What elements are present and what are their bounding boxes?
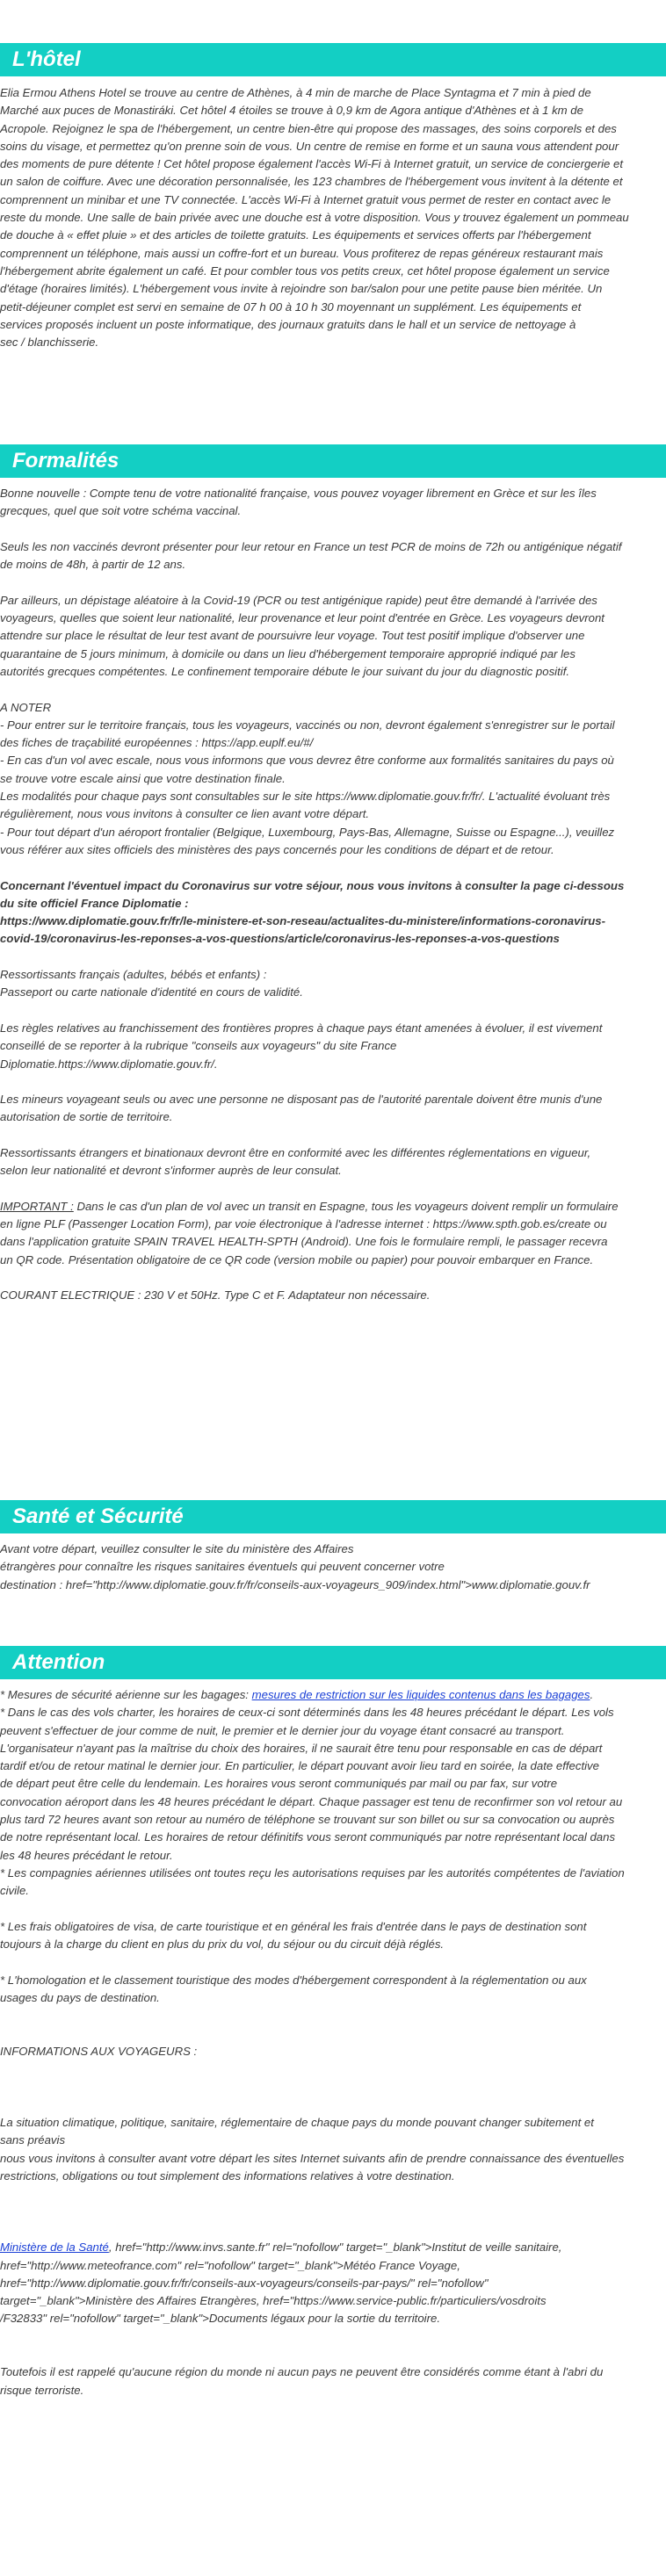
section-title-attention: Attention <box>12 1650 105 1674</box>
section-header-hotel <box>0 43 666 76</box>
formalites-line: selon leur nationalité et devront s'informer auprès de leur consulat. <box>0 1164 342 1178</box>
section-header-formalites <box>0 444 666 478</box>
formalites-line: voyageurs, quelles que soient leur nationalité, leur provenance et leur point d'entrée en Grèce. Les voyageurs devront <box>0 611 604 625</box>
mesures-suffix: . <box>590 1688 594 1701</box>
coronavirus-notice: du site officiel France Diplomatie : <box>0 896 189 910</box>
hotel-line: comprennent un minibar et une TV connectée. L'accès Wi-Fi à Internet gratuit vous permet de rester en contact avec le <box>0 192 612 206</box>
attention-line: * Les compagnies aériennes utilisées ont toutes reçu les autorisations requises par les autorités compétentes de l'aviation <box>0 1865 625 1880</box>
formalites-line: Diplomatie.https://www.diplomatie.gouv.fr/. <box>0 1057 218 1071</box>
formalites-line: - Pour tout départ d'un aéroport frontalier (Belgique, Luxembourg, Pays-Bas, Allemagne, Suisse ou Espagne...), veuillez <box>0 825 615 839</box>
formalites-line: - Pour entrer sur le territoire français, tous les voyageurs, vaccinés ou non, devront également s'enregistrer sur le portail <box>0 718 615 732</box>
hotel-description <box>0 84 663 351</box>
attention-line: civile. <box>0 1884 29 1898</box>
formalites-line: autorisation de sortie de territoire. <box>0 1110 173 1124</box>
attention-line: de départ peut être celle du lendemain. Les horaires vous seront communiqués par mail ou par fax, sur votre <box>0 1777 558 1791</box>
sante-line: étrangères pour connaître les risques sanitaires éventuels qui peuvent concerner votre <box>0 1560 445 1574</box>
formalites-line: régulièrement, nous vous invitons à consulter ce lien avant votre départ. <box>0 807 370 821</box>
hotel-line: soins du visage, et permettez qu'on prenne soin de vous. Un centre de remise en forme et un sauna vous attendent pour <box>0 139 619 153</box>
formalites-line: Passeport ou carte nationale d'identité en cours de validité. <box>0 985 303 999</box>
important-text: Dans le cas d'un plan de vol avec un transit en Espagne, tous les voyageurs doivent remplir un formulaire <box>73 1199 619 1213</box>
attention-line: L'organisateur n'ayant pas la maîtrise du choix des horaires, il ne saurait être tenu pour responsable en cas de départ <box>0 1741 603 1755</box>
attention-line: * L'homologation et le classement touristique des modes d'hébergement correspondent à la réglementation ou aux <box>0 1973 587 1987</box>
attention-line: les 48 heures précédant le retour. <box>0 1848 173 1862</box>
attention-line: target="_blank">Ministère des Affaires Etrangères, href="https://www.service-public.fr/particuliers/vosdroits <box>0 2294 547 2308</box>
sante-line: destination : href="http://www.diplomatie.gouv.fr/fr/conseils-aux-voyageurs_909/index.html">www.diplomatie.gouv.fr <box>0 1577 590 1591</box>
important-label: IMPORTANT : <box>0 1199 74 1213</box>
formalites-line: Les modalités pour chaque pays sont consultables sur le site https://www.diplomatie.gouv.fr/fr/. L'actualité évoluant très <box>0 790 611 804</box>
formalites-line: des fiches de traçabilité européennes : https://app.euplf.eu/#/ <box>0 736 314 750</box>
formalites-line: dans l'application gratuite SPAIN TRAVEL HEALTH-SPTH (Android). Une fois le formulaire rempli, le passager recevra <box>0 1235 608 1249</box>
formalites-line: attendre sur place le résultat de leur test avant de poursuivre leur voyage. Tout test positif implique d'observer une <box>0 629 585 643</box>
attention-line: toujours à la charge du client en plus du prix du vol, du séjour ou du circuit déjà réglés. <box>0 1937 445 1952</box>
a-noter-heading: A NOTER <box>0 700 52 714</box>
hotel-line: services proposés incluent un poste informatique, des journaux gratuits dans le hall et un service de nettoyage à <box>0 317 576 331</box>
attention-line: La situation climatique, politique, sanitaire, réglementaire de chaque pays du monde pouvant changer subitement et <box>0 2116 594 2130</box>
mesures-prefix: * Mesures de sécurité aérienne sur les bagages: <box>0 1688 252 1701</box>
formalites-line: vous référer aux sites officiels des ministères des pays concernés pour les conditions de départ et de retour. <box>0 842 554 856</box>
formalites-line: Les règles relatives au franchissement des frontières propres à chaque pays étant amenées à évoluer, il est vivement <box>0 1021 603 1035</box>
formalites-line: en ligne PLF (Passenger Location Form), par voie électronique à l'adresse internet : https://www.spth.gob.es/create ou <box>0 1217 607 1231</box>
section-title-sante: Santé et Sécurité <box>12 1504 184 1528</box>
hotel-line: de douche à « effet pluie » et des articles de toilette gratuits. Les équipements et services offerts par l'hébergement <box>0 228 591 242</box>
hotel-line: Elia Ermou Athens Hotel se trouve au centre de Athènes, à 4 min de marche de Place Syntagma et 7 min à pied de <box>0 86 591 99</box>
important-line <box>0 1198 663 1216</box>
attention-line: href="http://www.diplomatie.gouv.fr/fr/conseils-aux-voyageurs/conseils-par-pays/" rel="nofollow" <box>0 2276 489 2290</box>
attention-content <box>0 1686 663 2399</box>
attention-line: href="http://www.meteofrance.com" rel="nofollow" target="_blank">Météo France Voyage, <box>0 2258 460 2272</box>
coronavirus-url: covid-19/coronavirus-les-reponses-a-vos-questions/article/coronavirus-les-reponses-a-vos-questions <box>0 932 560 946</box>
hotel-line: un salon de coiffure. Avec une décoration personnalisée, les 123 chambres de l'hébergement vous invitent à la détente et <box>0 175 623 189</box>
section-header-attention <box>0 1646 666 1679</box>
hotel-line: Marché aux puces de Monastiráki. Cet hôtel 4 étoiles se trouve à 0,9 km de Agora antique d'Athènes et à 1 km de <box>0 104 583 118</box>
formalites-line: un QR code. Présentation obligatoire de ce QR code (version mobile ou papier) pour pouvoir embarquer en France. <box>0 1252 594 1266</box>
attention-line: risque terroriste. <box>0 2383 84 2397</box>
formalites-line: Seuls les non vaccinés devront présenter pour leur retour en France un test PCR de moins de 72h ou antigénique négatif <box>0 539 622 553</box>
sante-links-line <box>0 2239 663 2256</box>
formalites-line: Ressortissants étrangers et binationaux devront être en conformité avec les différentes réglementations en vigueur, <box>0 1145 591 1159</box>
formalites-line: Par ailleurs, un dépistage aléatoire à la Covid-19 (PCR ou test antigénique rapide) peut être demandé à l'arrivée des <box>0 593 597 607</box>
formalites-line: conseillé de se reporter à la rubrique "conseils aux voyageurs" du site France <box>0 1039 397 1053</box>
formalites-line: - En cas d'un vol avec escale, nous vous informons que vous devrez être conforme aux formalités sanitaires du pays où <box>0 754 614 768</box>
attention-line: peuvent s'effectuer de jour comme de nuit, le premier et le dernier jour du voyage étant consacré au transport. <box>0 1723 565 1737</box>
attention-line: sans préavis <box>0 2133 66 2147</box>
hotel-line: d'étage (horaires limités). L'hébergement vous invite à rejoindre son bar/salon pour une petite pause bien méritée. Un <box>0 282 603 296</box>
coronavirus-url: https://www.diplomatie.gouv.fr/fr/le-ministere-et-son-reseau/actualites-du-ministere/informations-coronavirus- <box>0 914 606 928</box>
liquid-restrictions-link[interactable]: mesures de restriction sur les liquides contenus dans les bagages <box>251 1688 590 1701</box>
attention-line: nous vous invitons à consulter avant votre départ les sites Internet suivants afin de prendre connaissance des éventuelles <box>0 2151 625 2165</box>
formalites-line: se trouve votre escale ainsi que votre destination finale. <box>0 771 286 785</box>
formalites-line: Les mineurs voyageant seuls ou avec une personne ne disposant pas de l'autorité parentale doivent être munis d'une <box>0 1093 603 1107</box>
attention-line: * Les frais obligatoires de visa, de carte touristique et en général les frais d'entrée dans le pays de destination sont <box>0 1919 587 1933</box>
formalites-line: grecques, quel que soit votre schéma vaccinal. <box>0 504 242 518</box>
hotel-line: petit-déjeuner complet est servi en semaine de 07 h 00 à 10 h 30 moyennant un supplément. Les équipements et <box>0 299 582 314</box>
courant-electrique: COURANT ELECTRIQUE : 230 V et 50Hz. Type C et F. Adaptateur non nécessaire. <box>0 1288 431 1302</box>
hotel-line: reste du monde. Une salle de bain privée avec une douche est à votre disposition. Vous y trouvez également un pommeau <box>0 211 629 225</box>
attention-line: * Dans le cas des vols charter, les horaires de ceux-ci sont déterminés dans les 48 heures précédant le départ. Les vols <box>0 1706 614 1720</box>
formalites-line: quarantaine de 5 jours minimum, à domicile ou dans un lieu d'hébergement temporaire approprié indiqué par les <box>0 646 576 660</box>
attention-line: Toutefois il est rappelé qu'aucune région du monde ni aucun pays ne peuvent être considérés comme étant à l'abri du <box>0 2365 604 2379</box>
attention-line: tardif et/ou de retour matinal le dernier jour. En particulier, le départ pouvant avoir lieu tard en soirée, la date effective <box>0 1759 599 1773</box>
coronavirus-notice: Concernant l'éventuel impact du Coronavirus sur votre séjour, nous vous invitons à consulter la page ci-dessous <box>0 878 625 892</box>
hotel-line: Acropole. Rejoignez le spa de l'hébergement, un centre bien-être qui propose des massages, des soins corporels et des <box>0 121 617 135</box>
sante-links-text: , href="http://www.invs.sante.fr" rel="nofollow" target="_blank">Institut de veille sanitaire, <box>108 2240 562 2255</box>
sante-line: Avant votre départ, veuillez consulter le site du ministère des Affaires <box>0 1542 354 1555</box>
hotel-line: l'hébergement abrite également un café. Et pour combler tous vos petits creux, cet hôtel propose également un service <box>0 263 610 278</box>
attention-line: restrictions, obligations ou tout simplement des informations relatives à votre destination. <box>0 2169 455 2183</box>
ministere-sante-link[interactable]: Ministère de la Santé <box>0 2240 109 2255</box>
formalites-content <box>0 485 663 1305</box>
section-header-sante <box>0 1500 666 1533</box>
attention-line: /F32833" rel="nofollow" target="_blank">Documents légaux pour la sortie du territoire. <box>0 2312 440 2326</box>
attention-line: de notre représentant local. Les horaires de retour définitifs vous seront communiqués par notre représentant local dans <box>0 1830 616 1844</box>
section-title-hotel: L'hôtel <box>12 47 81 71</box>
info-voyageurs-title: INFORMATIONS AUX VOYAGEURS : <box>0 2044 198 2058</box>
formalites-line: de moins de 48h, à partir de 12 ans. <box>0 558 186 572</box>
attention-line: usages du pays de destination. <box>0 1991 160 2005</box>
hotel-line: comprennent un téléphone, mais aussi un coffre-fort et un bureau. Vous profiterez de repas généreux restaurant mais <box>0 246 604 260</box>
attention-line: convocation aéroport dans les 48 heures précédant le départ. Chaque passager est tenu de reconfirmer son vol retour au <box>0 1794 623 1808</box>
attention-line: plus tard 72 heures avant son retour au numéro de téléphone se trouvant sur son billet ou sur sa convocation ou auprès <box>0 1813 615 1827</box>
mesures-line <box>0 1686 663 1704</box>
formalites-line: Ressortissants français (adultes, bébés et enfants) : <box>0 968 267 982</box>
sante-content <box>0 1541 663 1594</box>
formalites-line: Bonne nouvelle : Compte tenu de votre nationalité française, vous pouvez voyager librement en Grèce et sur les îles <box>0 487 597 500</box>
formalites-line: autorités grecques compétentes. Le confinement temporaire débute le jour suivant du jour du diagnostic positif. <box>0 664 570 678</box>
section-title-formalites: Formalités <box>12 449 119 473</box>
hotel-line: des moments de pure détente ! Cet hôtel propose également l'accès Wi-Fi à Internet gratuit, un service de conciergerie et <box>0 157 624 171</box>
hotel-line: sec / blanchisserie. <box>0 336 99 350</box>
